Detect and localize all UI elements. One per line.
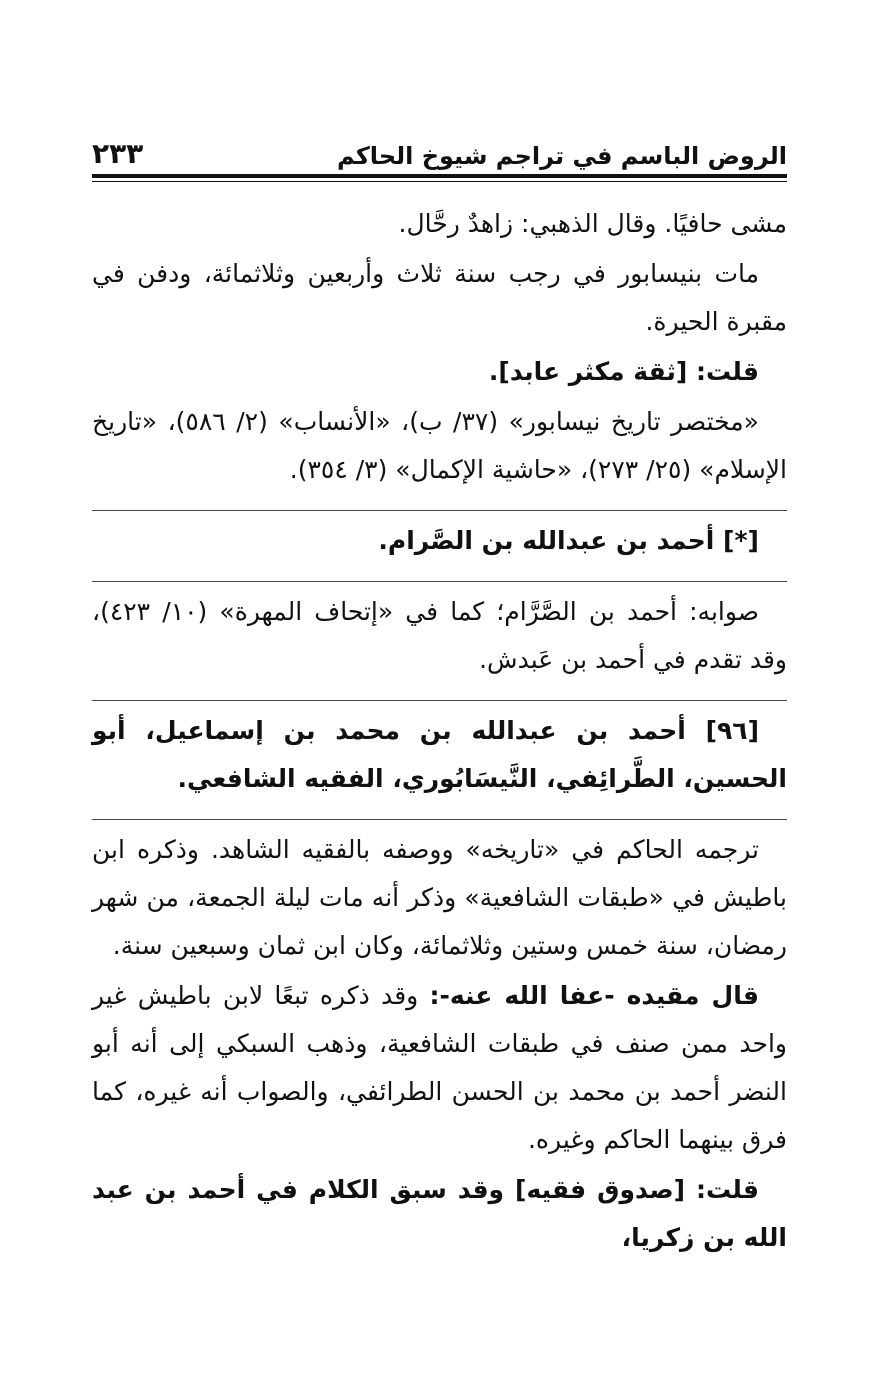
entry-heading-starred: [*] أحمد بن عبدالله بن الصَّرام.: [378, 526, 759, 555]
editor-note-label: قال مقيده -عفا الله عنه-:: [429, 981, 759, 1010]
header-rule-thick: [92, 174, 787, 178]
header-rule-thin: [92, 181, 787, 182]
paragraph-biography: ترجمه الحاكم في «تاريخه» ووصفه بالفقيه الشاهد. وذكره ابن باطيش في «طبقات الشافعية» وذكر أنه مات ليلة الجمعة، من شهر رمضان، سنة خمس وستين وثلاثمائة، وكان ابن ثمان وسبعين سنة.: [92, 835, 787, 960]
paragraph-death: مات بنيسابور في رجب سنة ثلاث وأربعين وثلاثمائة، ودفن في مقبرة الحيرة.: [92, 259, 787, 336]
paragraph-continuation: مشى حافيًا. وقال الذهبي: زاهدٌ رحَّال.: [398, 209, 787, 238]
verdict-text: قلت: [ثقة مكثر عابد].: [488, 357, 759, 386]
section-divider: [92, 581, 787, 582]
entry-heading-96: [٩٦] أحمد بن عبدالله بن محمد بن إسماعيل، أبو الحسين، الطَّرائِفي، النَّيسَابُوري، الفقيه الشافعي.: [92, 716, 787, 793]
paragraph-correction: صوابه: أحمد بن الصَّرَّام؛ كما في «إتحاف المهرة» (١٠/ ٤٢٣)، وقد تقدم في أحمد بن عَبدش.: [92, 597, 787, 674]
section-divider: [92, 510, 787, 511]
section-divider: [92, 819, 787, 820]
verdict-line-2: قلت: [صدوق فقيه] وقد سبق الكلام في أحمد بن عبد الله بن زكريا،: [92, 1175, 787, 1252]
book-title: الروض الباسم في تراجم شيوخ الحاكم: [337, 142, 787, 170]
running-header: [92, 128, 787, 168]
section-divider: [92, 700, 787, 701]
editor-note-text: وقد ذكره تبعًا لابن باطيش غير واحد ممن صنف في طبقات الشافعية، وذهب السبكي إلى أنه أبو النضر أحمد بن محمد بن الحسن الطرائفي، والصواب أنه غيره، كما فرق بينهما الحاكم وغيره.: [92, 981, 787, 1154]
paragraph-editor-note: [92, 972, 787, 1164]
sources-line: «مختصر تاريخ نيسابور» (٣٧/ ب)، «الأنساب» (٢/ ٥٨٦)، «تاريخ الإسلام» (٢٥/ ٢٧٣)، «حاشية الإكمال» (٣/ ٣٥٤).: [92, 407, 787, 484]
verdict-line: [92, 348, 787, 396]
page-body: [92, 200, 787, 1262]
page-number: ٢٣٣: [92, 137, 144, 170]
